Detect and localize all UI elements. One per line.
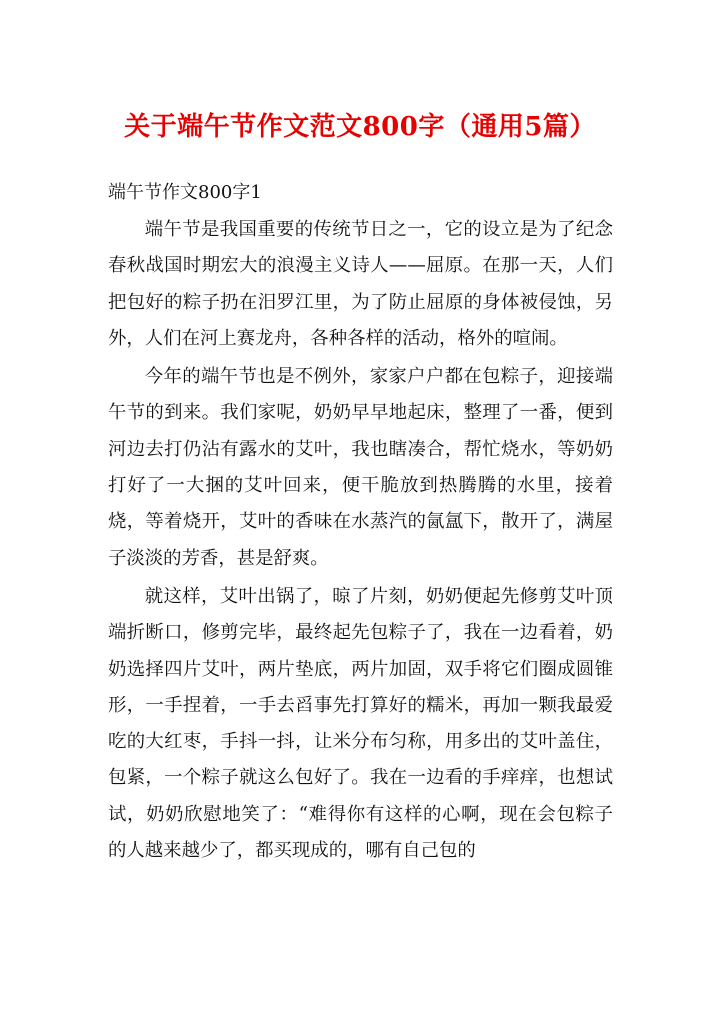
paragraph-3: 就这样，艾叶出锅了，晾了片刻，奶奶便起先修剪艾叶顶端折断口，修剪完毕，最终起先包粽子了，我在一边看着，奶奶选择四片艾叶，两片垫底，两片加固，双手将它们圈成圆锥形，一手捏着，一手去舀事先打算好的糯米，再加一颗我最爱吃的大红枣，手抖一抖，让米分布匀称，用多出的艾叶盖住，包紧，一个粽子就这么包好了。我在一边看的手痒痒，也想试试，奶奶欣慰地笑了：“难得你有这样的心啊，现在会包粽子的人越来越少了，都买现成的，哪有自己包的 <box>108 585 613 862</box>
article-body <box>108 212 613 871</box>
paragraph-1: 端午节是我国重要的传统节日之一，它的设立是为了纪念春秋战国时期宏大的浪漫主义诗人——屈原。在那一天，人们把包好的粽子扔在汨罗江里，为了防止屈原的身体被侵蚀，另外，人们在河上赛龙舟，各种各样的活动，格外的喧闹。 <box>108 219 613 349</box>
document-title: 关于端午节作文范文800字（通用5篇） <box>124 112 596 142</box>
paragraph-2: 今年的端午节也是不例外，家家户户都在包粽子，迎接端午节的到来。我们家呢，奶奶早早地起床，整理了一番，便到河边去打仍沾有露水的艾叶，我也瞎凑合，帮忙烧水，等奶奶打好了一大捆的艾叶回来，便干脆放到热腾腾的水里，接着烧，等着烧开，艾叶的香味在水蒸汽的氤氲下，散开了，满屋子淡淡的芳香，甚是舒爽。 <box>108 366 613 569</box>
section-heading: 端午节作文800字1 <box>108 182 262 203</box>
